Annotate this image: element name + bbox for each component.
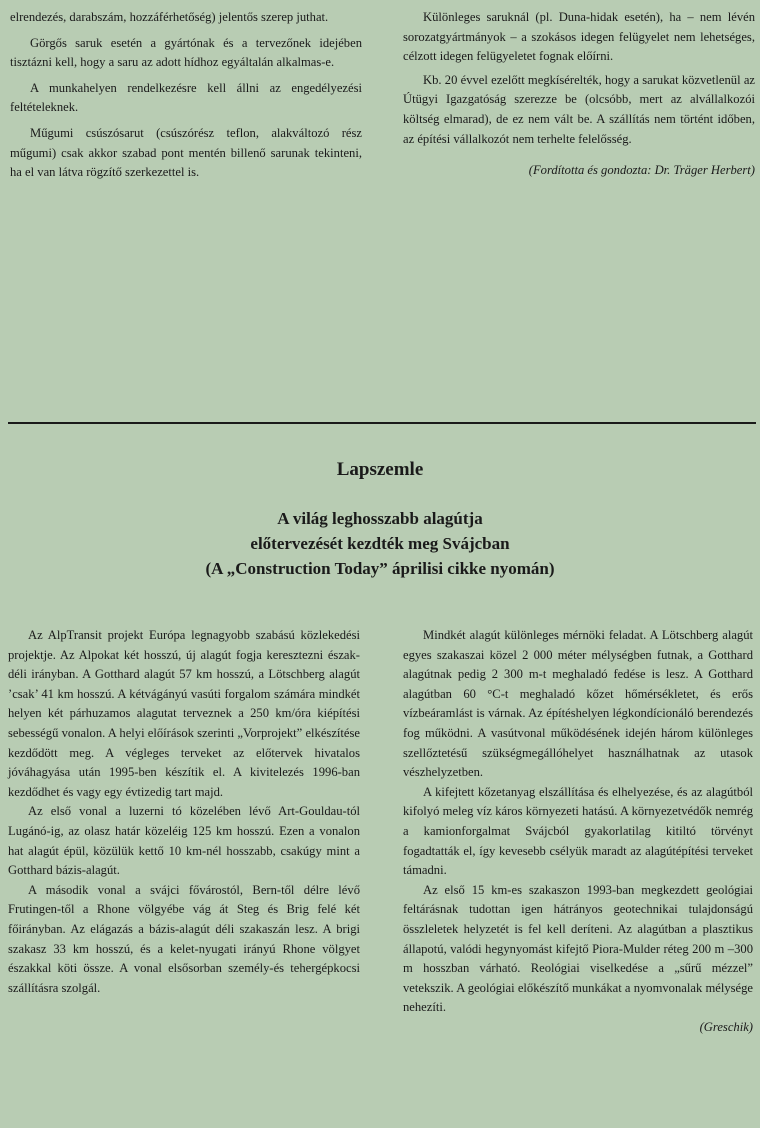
top-right-column (403, 8, 755, 181)
paragraph: Az első vonal a luzerni tó közelében lévő Art-Gouldau-tól Lugánó-ig, az olasz határ közeléig 125 km hosszú. Ezen a vonalon hat alagút épül, közülük kettő 10 km-nél hosszabb, csakúgy mint a Gotthard bázis-alagút. (8, 804, 360, 878)
article-headline (0, 506, 760, 581)
bottom-right-column (403, 626, 753, 1037)
paragraph: Az első 15 km-es szakaszon 1993-ban megkezdett geológiai feltárásnak tudottan igen hátrányos geotechnikai tulajdonságú összleletek helyzetét is fel kell deríteni. Az alagútban a plasztikus állapotú, valódi hegynyomást kifejtő Piora-Mulder réteg 200 m –300 m hosszban várható. Reológiai viselkedése a „sűrű mézzel” vetekszik. A geológiai előkészítő munkákat a nyomvonalak mélysége nehezíti. (403, 882, 753, 1015)
paragraph: Az AlpTransit projekt Európa legnagyobb szabású közlekedési projektje. Az Alpokat két hosszú, új alagút fogja keresztezni észak-déli irányban. A Gotthard alagút 57 km hosszú, a Lötschberg alagút ’csak’ 41 km hosszú. A kétvágányú vasúti forgalom számára mindkét helyen két párhuzamos alagutat terveznek a 250 km/óra kiépítési sebességű vonalon. A helyi előírások szerinti „Vorprojekt” elkészítése kezdődött meg. A végleges terveket az előtervek hivatalos jóváhagyása után 1995-ben készítik el. A kivitelezés 1996-ban kezdődhet és vagy egy évtizedig tart majd. (8, 628, 360, 799)
paragraph: Görgős saruk esetén a gyártónak és a tervezőnek idejében tisztázni kell, hogy a saru az adott hídhoz egyáltalán alkalmas-e. (10, 35, 362, 70)
translator-credit: (Fordította és gondozta: Dr. Träger Herbert) (528, 163, 755, 178)
headline-line: A világ leghosszabb alagútja (277, 509, 483, 528)
paragraph: Műgumi csúszósarut (csúszórész teflon, alakváltozó rész műgumi) csak akkor szabad pont mentén billenő sarunak tekinteni, ha el van látva rögzítő szerkezettel is. (10, 125, 362, 180)
paragraph: A kifejtett kőzetanyag elszállítása és elhelyezése, és az alagútból kifolyó meleg víz káros környezeti hatású. A környezetvédők nemrég a kamionforgalmat Svájcból gyakorlatilag kitiltó törvényt fogadtatták el, így kevesebb csélyük maradt az alagútépítési terveket támadni. (403, 784, 753, 878)
paragraph: Kb. 20 évvel ezelőtt megkísérelték, hogy a sarukat közvetlenül az Útügyi Igazgatóság szerezze be (olcsóbb, mert az alvállalkozói költség elmarad), de ez nem vált be. A szállítás nem történt időben, az építési vállalkozót nem terhelte felelősség. (403, 72, 755, 146)
headline-line: (A „Construction Today” áprilisi cikke nyomán) (205, 559, 555, 578)
author-signature: (Greschik) (699, 1019, 753, 1034)
paragraph: Mindkét alagút különleges mérnöki feladat. A Lötschberg alagút egyes szakaszai közel 2 000 méter mélységben futnak, a Gotthard alagútnak pedig 2 300 m-t meghaladó fedése is lesz. A Gotthard alagútban 60 °C-t meghaladó kőzet hőmérsékletet, és erős vízbeáramlást is várnak. Az építéshelyen légkondícionáló berendezés fog működni. A vasútvonal működésének idején három különleges szellőztetésű szükségmegállóhelyet használhatnak az utasok vészhelyzetben. (403, 628, 753, 780)
top-left-column (10, 8, 362, 183)
section-title: Lapszemle (336, 459, 424, 480)
paragraph: elrendezés, darabszám, hozzáférhetőség) jelentős szerep juthat. (10, 10, 329, 24)
headline-line: előtervezését kezdték meg Svájcban (250, 534, 510, 553)
paragraph: Különleges saruknál (pl. Duna-hidak esetén), ha – nem lévén sorozatgyártmányok – a szokásos idegen felügyelet nem lehetséges, célzott idegen felügyeletet fognak előírni. (403, 10, 755, 64)
paragraph: A második vonal a svájci fővárostól, Bern-től délre lévő Frutingen-től a Rhone völgyébe vág át Steg és Brig felé két főirányban. Az elágazás a bázis-alagút déli szakaszán lesz. A brigi szakasz 33 km hosszú, és a kelet-nyugati irányú Rhone völgyet északkal köti össze. A vonal elsősorban személy-és tehergépkocsi szállításra szolgál. (8, 882, 360, 995)
section-divider (8, 422, 756, 424)
paragraph: A munkahelyen rendelkezésre kell állni az engedélyezési feltételeknek. (10, 80, 362, 115)
bottom-left-column (8, 626, 360, 998)
